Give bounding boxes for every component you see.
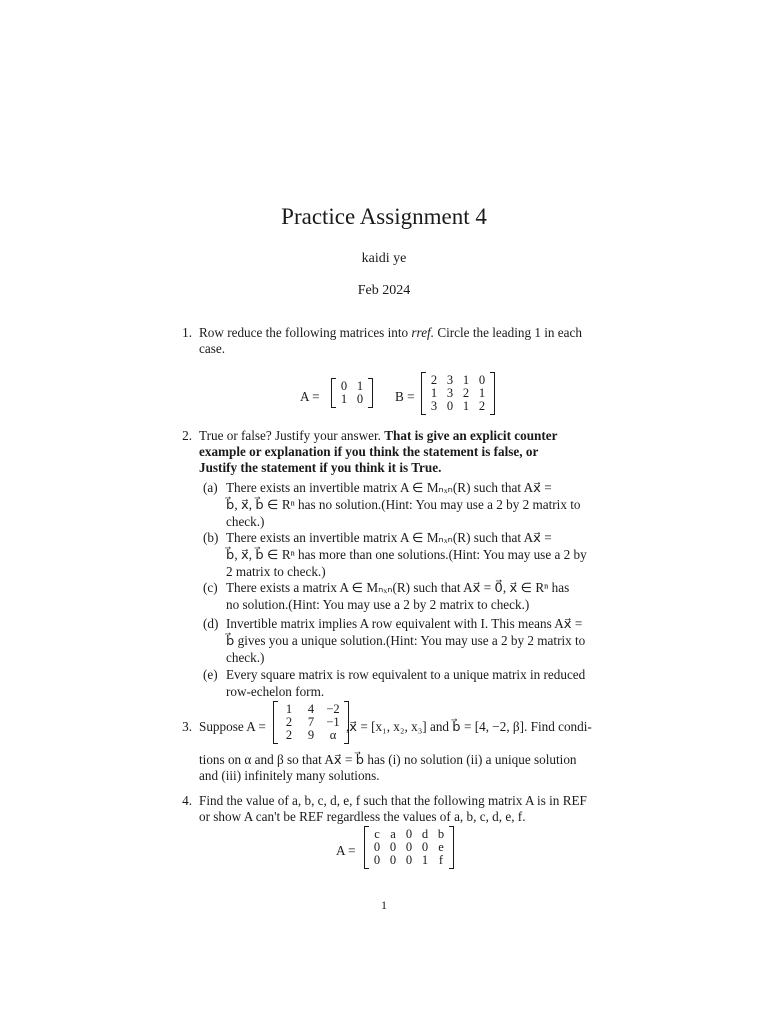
q1-line2: case. [199, 341, 225, 356]
matrix-row [426, 400, 490, 413]
matrix-entry: 1 [478, 386, 486, 400]
q4-matrix-a-label: A = [336, 843, 356, 858]
q4-line2: or show A can't be REF regardless the values of a, b, c, d, e, f. [199, 809, 526, 824]
q2-part-line: 2 matrix to check.) [226, 564, 326, 579]
page-number: 1 [381, 898, 387, 912]
q1-number: 1. [182, 325, 192, 340]
matrix-entry: 0 [405, 853, 413, 867]
matrix-entry: 0 [478, 373, 486, 387]
matrix-entry: 9 [307, 728, 315, 742]
q2-part-line: There exists a matrix A ∈ Mₙₓₙ(R) such that Ax⃗ = 0⃗, x⃗ ∈ Rⁿ has [226, 580, 570, 595]
q1-matrix-b [421, 372, 495, 415]
q2-line3: Justify the statement if you think it is True. [199, 460, 442, 475]
q1-line1-b: Circle the leading 1 in each [434, 325, 582, 340]
page-title: Practice Assignment 4 [281, 204, 487, 229]
q1-matrix-a [331, 378, 373, 408]
q1-line1-a: Row reduce the following matrices into [199, 325, 412, 340]
q1-line1-italic: rref. [411, 325, 435, 340]
q2-part-label: (d) [203, 616, 219, 631]
q3-line3: and (iii) infinitely many solutions. [199, 768, 380, 783]
q3-after: ,x⃗ = [x₁, x₂, x₃] and b⃗ = [4, −2, β]. Find condi- [346, 719, 592, 734]
matrix-entry: 0 [446, 399, 454, 413]
q2-part-line: row-echelon form. [226, 684, 325, 699]
q2-number: 2. [182, 428, 192, 443]
matrix-entry: 0 [373, 840, 381, 854]
q1-line1 [199, 325, 582, 341]
matrix-entry: d [421, 827, 429, 841]
matrix-entry: 2 [285, 728, 293, 742]
matrix-entry: f [438, 853, 444, 867]
q3-line2: tions on α and β so that Ax⃗ = b⃗ has (i) no solution (ii) a unique solution [199, 752, 577, 767]
date: Feb 2024 [357, 283, 411, 298]
q3-lead: Suppose A = [199, 719, 266, 734]
q2-part-line: b⃗ gives you a unique solution.(Hint: You may use a 2 by 2 matrix to [226, 633, 586, 648]
q4-number: 4. [182, 793, 192, 808]
matrix-entry: 0 [421, 840, 429, 854]
q2-part-line: Invertible matrix implies A row equivalent with I. This means Ax⃗ = [226, 616, 583, 631]
matrix-entry: 7 [307, 715, 315, 729]
matrix-entry: 3 [446, 386, 454, 400]
q2-part-line: There exists an invertible matrix A ∈ Mₙₓₙ(R) such that Ax⃗ = [226, 530, 552, 545]
q2-line1-bold: That is give an explicit counter [384, 428, 558, 443]
matrix-entry: 2 [430, 373, 438, 387]
matrix-entry: 3 [446, 373, 454, 387]
q2-part-label: (e) [203, 667, 218, 682]
q2-part-label: (c) [203, 580, 218, 595]
q1-matrix-b-label: B = [395, 389, 415, 404]
q2-part-line: b⃗, x⃗, b⃗ ∈ Rⁿ has no solution.(Hint: You may use a 2 by 2 matrix to [226, 497, 581, 512]
matrix-row [369, 854, 449, 867]
q2-part-line: Every square matrix is row equivalent to a unique matrix in reduced [226, 667, 586, 682]
matrix-entry: 2 [285, 715, 293, 729]
q2-line2: example or explanation if you think the statement is false, or [199, 444, 539, 459]
q2-part-line: There exists an invertible matrix A ∈ Mₙₓₙ(R) such that Ax⃗ = [226, 480, 552, 495]
matrix-row [336, 393, 368, 406]
q2-part-line: check.) [226, 650, 265, 665]
matrix-entry: 0 [356, 392, 364, 406]
matrix-entry: 2 [478, 399, 486, 413]
q4-line1: Find the value of a, b, c, d, e, f such that the following matrix A is in REF [199, 793, 587, 808]
matrix-entry: 1 [462, 373, 470, 387]
matrix-entry: 4 [307, 702, 315, 716]
matrix-entry: 1 [462, 399, 470, 413]
q2-part-line: check.) [226, 514, 265, 529]
matrix-entry: 1 [421, 853, 429, 867]
matrix-entry: 2 [462, 386, 470, 400]
matrix-entry: 0 [389, 853, 397, 867]
matrix-entry: 0 [405, 827, 413, 841]
matrix-entry: 0 [340, 379, 348, 393]
matrix-entry: 0 [373, 853, 381, 867]
matrix-entry: 0 [405, 840, 413, 854]
q2-line1-plain: True or false? Justify your answer. [199, 428, 385, 443]
matrix-entry: 1 [285, 702, 293, 716]
q2-line1 [199, 428, 557, 444]
matrix-row [278, 729, 344, 742]
matrix-entry: −1 [326, 715, 340, 729]
matrix-entry: 1 [430, 386, 438, 400]
matrix-entry: −2 [326, 702, 340, 716]
q3-matrix-a [273, 701, 349, 744]
matrix-entry: 3 [430, 399, 438, 413]
matrix-entry: e [438, 840, 444, 854]
matrix-entry: a [390, 827, 396, 841]
q2-part-label: (b) [203, 530, 219, 545]
q1-matrix-a-label: A = [300, 389, 320, 404]
matrix-entry: c [374, 827, 380, 841]
matrix-entry: 1 [356, 379, 364, 393]
author: kaidi ye [361, 251, 407, 266]
matrix-entry: α [329, 728, 337, 742]
matrix-entry: 1 [340, 392, 348, 406]
q2-part-line: b⃗, x⃗, b⃗ ∈ Rⁿ has more than one solutions.(Hint: You may use a 2 by [226, 547, 587, 562]
q2-part-line: no solution.(Hint: You may use a 2 by 2 matrix to check.) [226, 597, 530, 612]
q3-number: 3. [182, 719, 192, 734]
matrix-entry: 0 [389, 840, 397, 854]
q4-matrix-a [364, 826, 454, 869]
q2-part-label: (a) [203, 480, 218, 495]
matrix-entry: b [437, 827, 445, 841]
